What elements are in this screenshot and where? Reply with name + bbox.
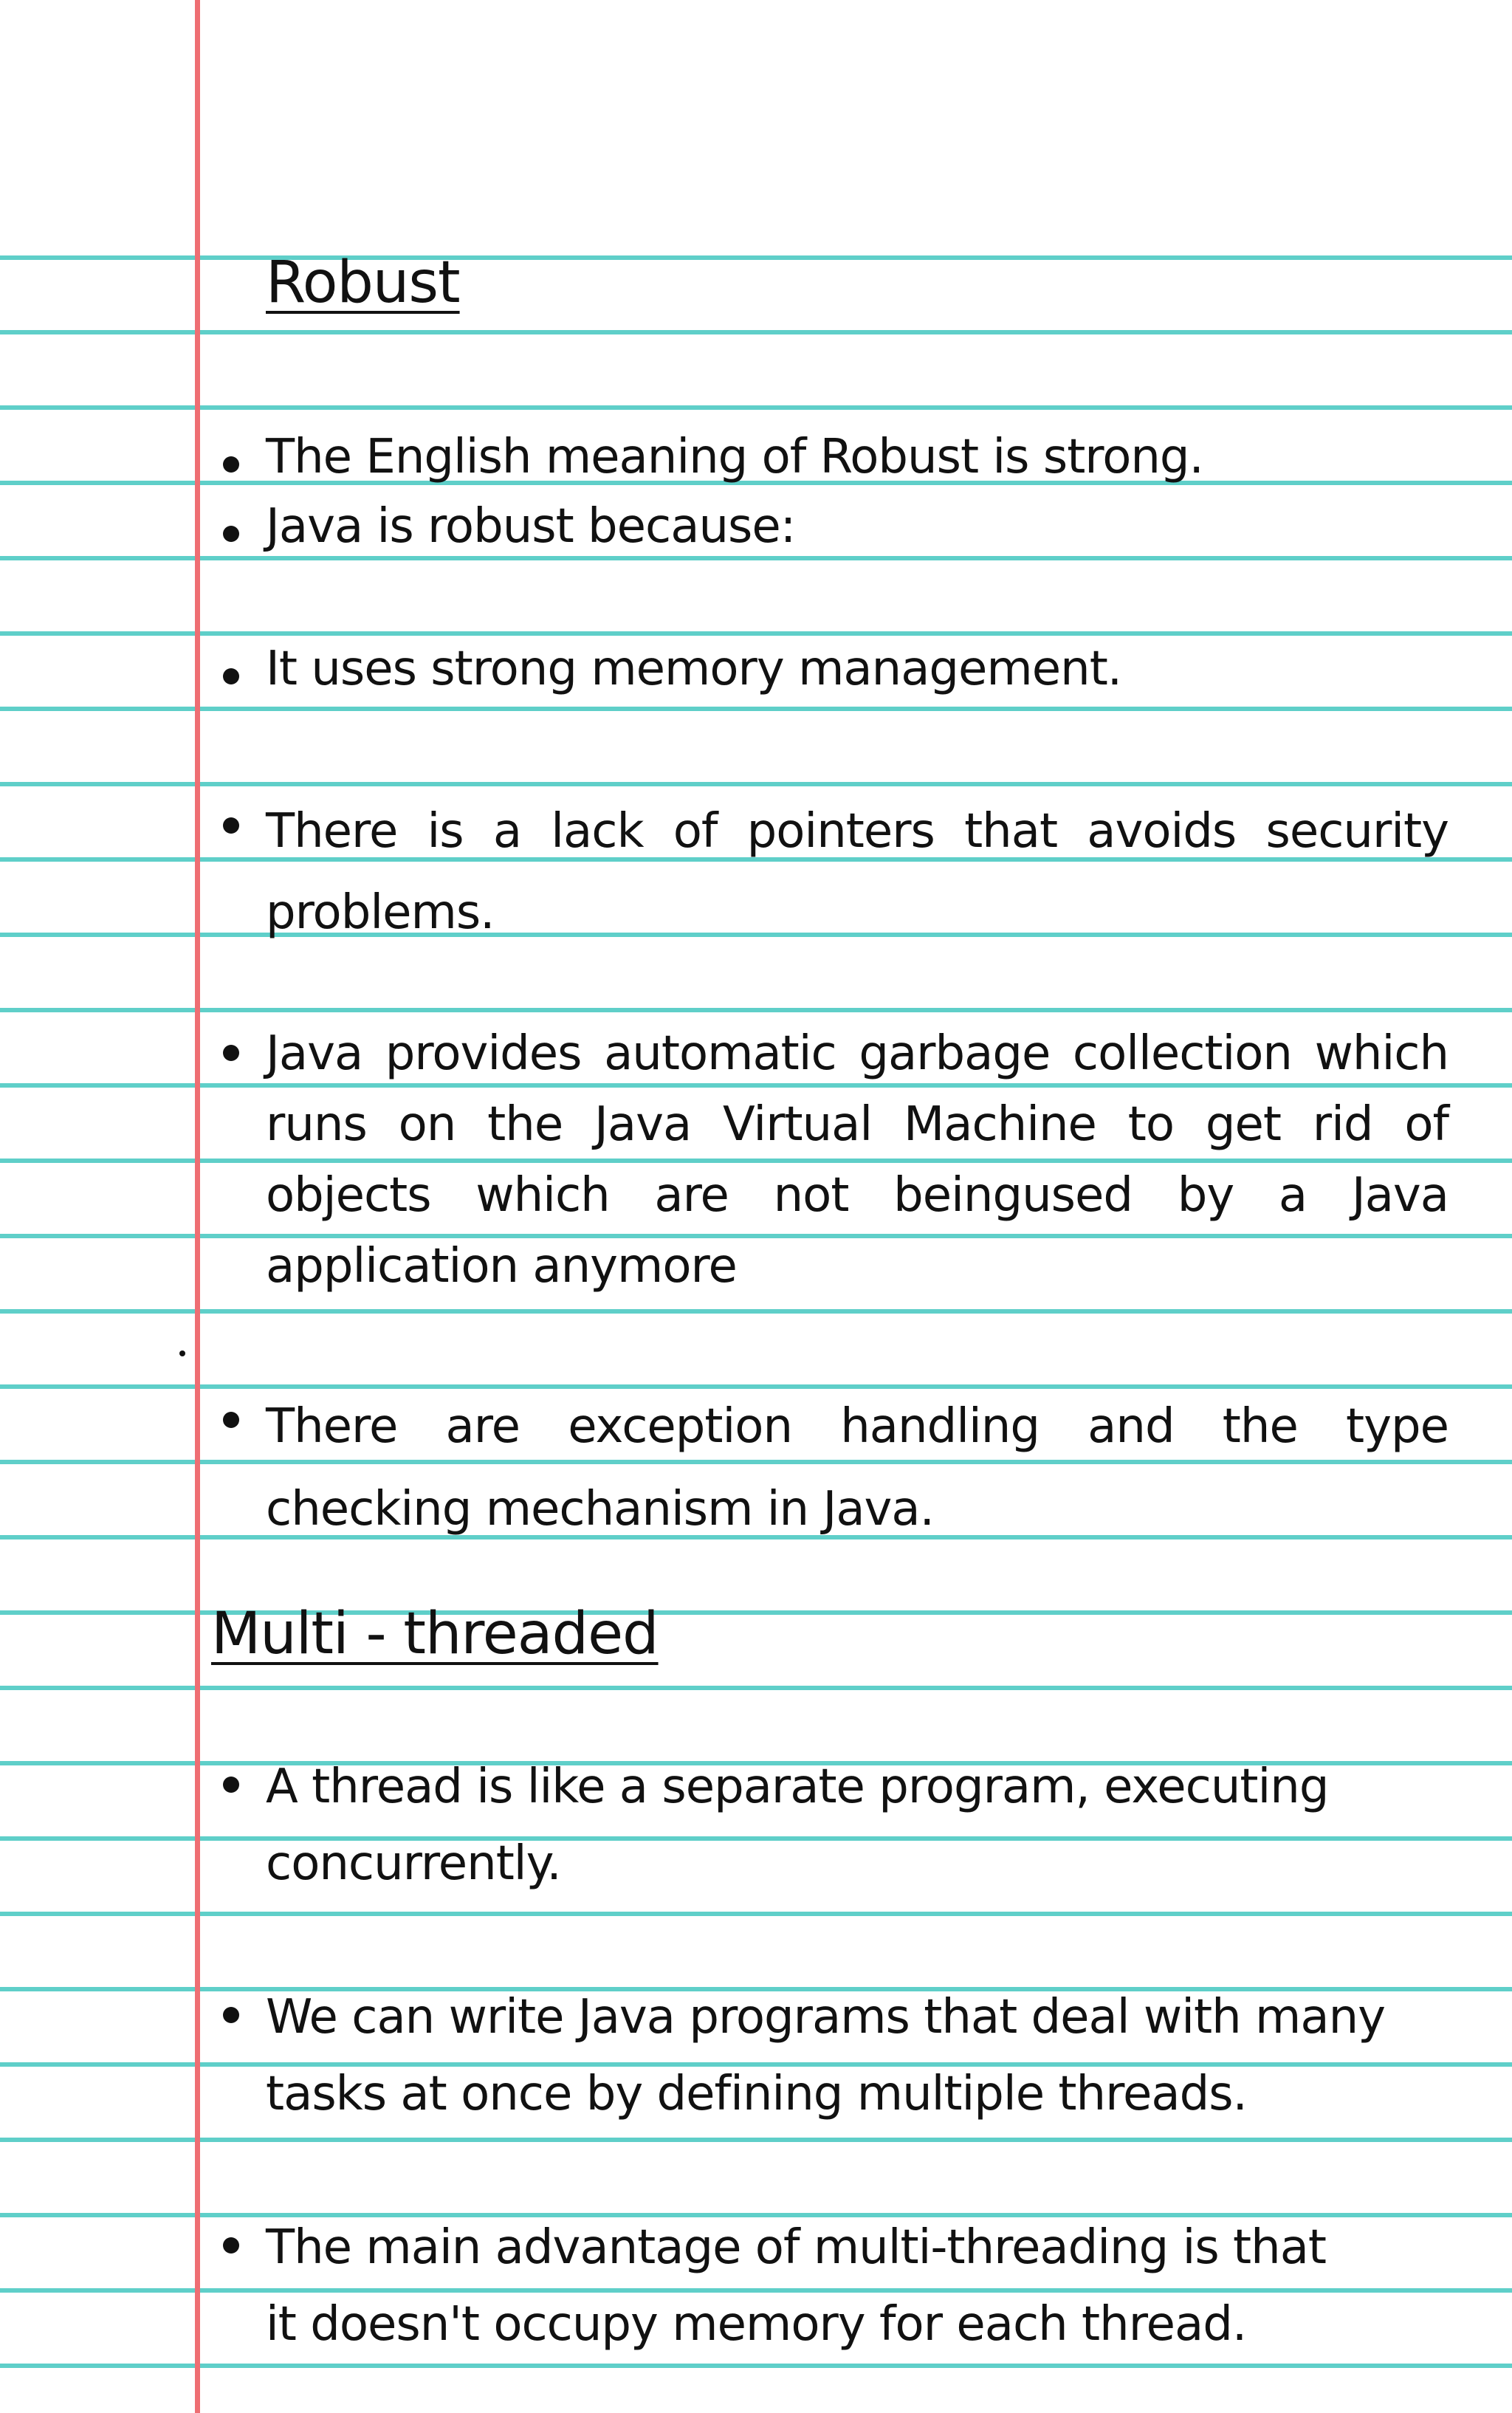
bullet-text: The English meaning of Robust is strong.: [266, 430, 1203, 484]
bullet-text: There is a lack of pointers that avoids security problems.: [266, 804, 1449, 940]
ruled-line: [0, 1912, 1512, 1916]
ruled-line: [0, 631, 1512, 636]
ruled-line: [0, 1309, 1512, 1314]
bullet-icon: [223, 1045, 239, 1061]
ruled-line: [0, 1008, 1512, 1012]
bullet-text: We can write Java programs that deal with many tasks at once by defining multiple threads.: [266, 1990, 1385, 2121]
bullet-text: The main advantage of multi-threading is that it doesn't occupy memory for each thread.: [266, 2220, 1326, 2352]
bullet-icon: [223, 526, 239, 542]
ruled-line: [0, 405, 1512, 410]
bullet-text: A thread is like a separate program, executing concurrently.: [266, 1760, 1329, 1891]
bullet-text: It uses strong memory management.: [266, 642, 1122, 696]
bullet-icon: [223, 1412, 239, 1428]
ruled-line: [0, 1686, 1512, 1690]
section-heading: Robust: [266, 250, 460, 316]
ruled-line: [0, 556, 1512, 560]
ruled-line: [0, 2138, 1512, 2142]
ruled-line: [0, 255, 1512, 260]
ruled-line: [0, 2364, 1512, 2368]
margin-line: [195, 0, 200, 2413]
ruled-line: [0, 707, 1512, 711]
bullet-icon: [223, 456, 239, 473]
bullet-icon: [223, 2237, 239, 2254]
bullet-icon: [223, 1777, 239, 1793]
bullet-text: There are exception handling and the type checking mechanism in Java.: [266, 1399, 1449, 1537]
section-heading: Multi - threaded: [211, 1601, 659, 1667]
bullet-icon: [223, 817, 239, 834]
ruled-line: [0, 330, 1512, 334]
bullet-text: Java is robust because:: [266, 499, 796, 554]
bullet-text: Java provides automatic garbage collection which runs on the Java Virtual Machine to get rid of objects which are not beingused by a Java application anymore: [266, 1026, 1449, 1294]
bullet-icon: [223, 2007, 239, 2023]
ruled-line: [0, 782, 1512, 786]
bullet-icon: [223, 668, 239, 684]
stray-ink-dot: [179, 1350, 185, 1356]
